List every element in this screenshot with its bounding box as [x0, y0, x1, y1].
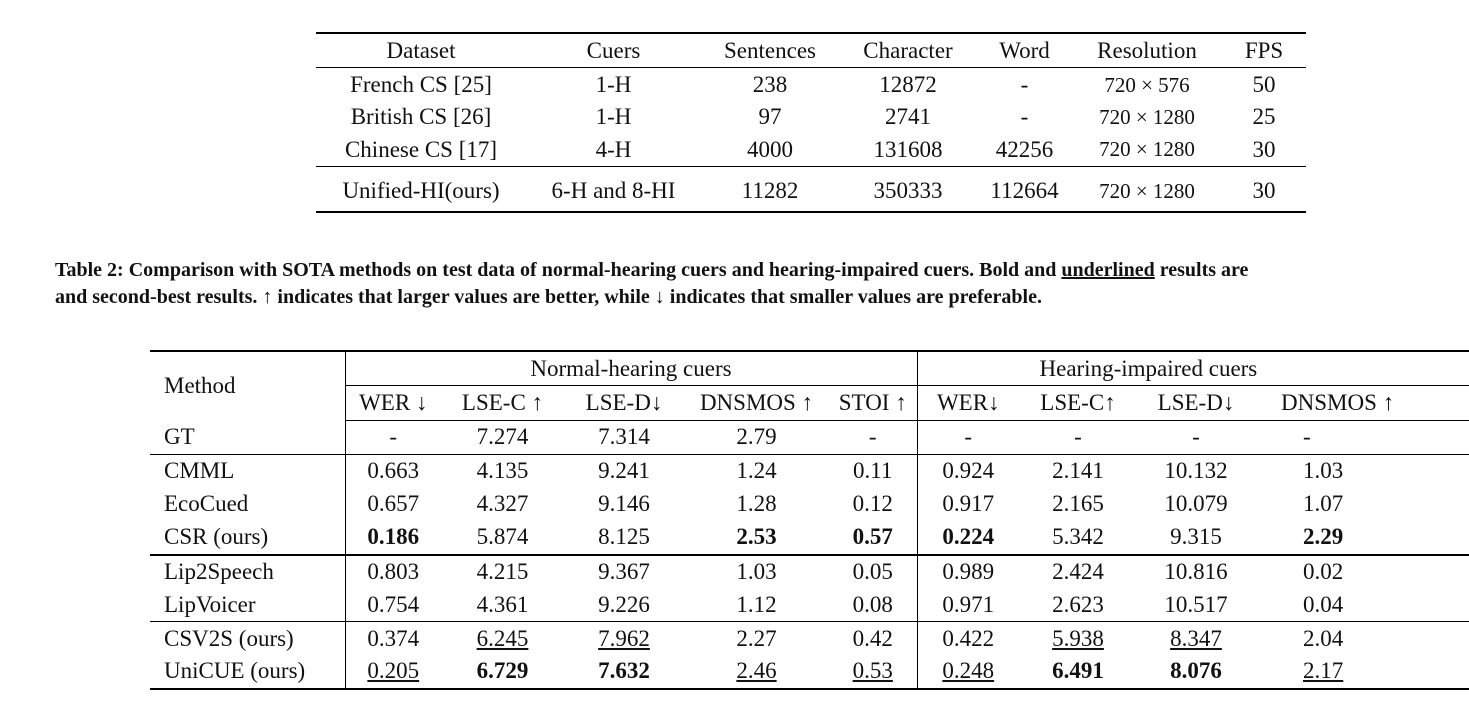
metric-value [1255, 488, 1469, 522]
caption-underlined-word: underlined [1061, 259, 1155, 281]
normal-wer-header: WER ↓ [345, 386, 441, 421]
metric-value-text: - [389, 424, 398, 450]
metric-value-text: 6.491 [1052, 658, 1104, 684]
metric-value [345, 555, 441, 589]
metric-value-text: 8.347 [1170, 625, 1222, 651]
metric-value [1019, 454, 1137, 488]
normal-stoi-header: STOI ↑ [829, 386, 917, 421]
impaired-wer-header: WER↓ [917, 386, 1019, 421]
sentences-cell: 11282 [701, 167, 839, 213]
metric-value-text: 1.03 [1303, 458, 1344, 483]
metric-value-text: - [1074, 424, 1082, 450]
dataset-name: French CS [25] [350, 72, 492, 98]
metric-value [1255, 521, 1469, 555]
metric-value-text: 0.248 [942, 658, 995, 684]
metric-value-text: 0.08 [852, 591, 893, 617]
metric-value [441, 655, 564, 689]
metric-value [1019, 488, 1137, 522]
table1-header-cell: Resolution [1072, 33, 1222, 68]
metric-value-text: 6.729 [476, 658, 529, 684]
table-row [316, 101, 1306, 134]
metric-value [917, 454, 1019, 488]
metric-value-text: 0.989 [942, 558, 995, 584]
metric-value [1255, 655, 1469, 689]
metric-value-text: - [1303, 424, 1311, 450]
hearing-impaired-group-header: Hearing-impaired cuers [917, 351, 1469, 386]
metric-value [1019, 555, 1137, 589]
metric-value-text: 10.517 [1164, 591, 1228, 617]
impaired-lse-d-header: LSE-D↓ [1137, 386, 1255, 421]
metric-value [684, 555, 829, 589]
metric-value [829, 555, 917, 589]
sota-comparison-table [150, 350, 1469, 690]
caption-text: Table 2: Comparison with SOTA methods on test data of normal-hearing cuers and hearing-impaired cuers. Bold and [55, 259, 1062, 281]
metric-value [345, 588, 441, 622]
resolution-cell: 720 × 1280 [1072, 167, 1222, 213]
metric-value [684, 488, 829, 522]
method-header: Method [150, 351, 345, 421]
metric-value [1019, 588, 1137, 622]
metric-value-text: 0.754 [367, 591, 420, 617]
character-cell: 131608 [873, 136, 943, 162]
metric-value-text: 10.816 [1164, 558, 1228, 584]
metric-value [441, 588, 564, 622]
table-row [150, 421, 1469, 455]
caption-text: results are [1154, 259, 1249, 281]
fps-cell: 30 [1252, 136, 1276, 162]
metric-value-text: - [868, 424, 877, 450]
cuers-cell: 6-H and 8-HI [526, 167, 701, 213]
metric-value [917, 555, 1019, 589]
sentences-cell: 238 [752, 72, 788, 98]
metric-value [1137, 488, 1255, 522]
metric-value-text: 0.04 [1303, 591, 1344, 617]
metric-value [1137, 588, 1255, 622]
metric-value-text: 7.274 [476, 424, 529, 450]
metric-value [345, 622, 441, 656]
resolution-cell: 720 × 1280 [1099, 104, 1195, 129]
metric-value-text: 8.076 [1170, 658, 1222, 684]
metric-value-text: 2.27 [736, 625, 777, 651]
metric-value-text: 9.146 [598, 491, 650, 517]
metric-value-text: 4.327 [476, 491, 529, 517]
metric-value [345, 655, 441, 689]
table-row [316, 134, 1306, 167]
metric-value [441, 421, 564, 455]
metric-value [1019, 655, 1137, 689]
metric-value-text: 9.241 [598, 458, 650, 483]
method-name: UniCUE (ours) [150, 655, 345, 689]
caption-line-2: and second-best results. ↑ indicates that larger values are better, while ↓ indicates that smaller values are preferable. [55, 286, 1042, 308]
metric-value-text: 2.29 [1303, 524, 1344, 550]
table1-header-cell: Character [839, 33, 977, 68]
metric-value-text: 7.962 [598, 625, 650, 651]
dataset-name: British CS [26] [350, 104, 492, 129]
metric-value-text: 0.663 [367, 458, 420, 483]
metric-value [1137, 655, 1255, 689]
fps-cell: 30 [1222, 167, 1306, 213]
metric-value [917, 655, 1019, 689]
metric-value-text: 0.02 [1303, 558, 1344, 584]
table1-header-cell: FPS [1222, 33, 1306, 68]
sentences-cell: 97 [758, 104, 782, 129]
metric-value [564, 555, 684, 589]
dataset-name: Chinese CS [17] [344, 136, 498, 162]
metric-value [917, 421, 1019, 455]
metric-value-text: 2.79 [736, 424, 777, 450]
resolution-cell: 720 × 1280 [1099, 137, 1195, 162]
metric-value [684, 622, 829, 656]
word-cell: - [1020, 72, 1029, 98]
table-row [150, 588, 1469, 622]
normal-lse-c-header: LSE-C ↑ [441, 386, 564, 421]
metric-value [684, 521, 829, 555]
table1-header-row [316, 33, 1306, 68]
metric-value-text: 4.135 [476, 458, 529, 483]
metric-value [1019, 521, 1137, 555]
table-row [150, 488, 1469, 522]
metric-value-text: 0.57 [852, 524, 893, 550]
metric-value [684, 655, 829, 689]
metric-value-text: 5.938 [1052, 625, 1104, 651]
dataset-name: Unified-HI(ours) [316, 167, 526, 213]
metric-value [684, 421, 829, 455]
method-name: CSV2S (ours) [150, 622, 345, 656]
metric-value-text: 1.24 [736, 458, 777, 483]
metric-value-text: 6.245 [476, 625, 529, 651]
metric-value [441, 521, 564, 555]
metric-value-text: 9.226 [598, 591, 650, 617]
metric-value-text: - [1192, 424, 1200, 450]
metric-value [1255, 454, 1469, 488]
character-cell: 350333 [839, 167, 977, 213]
metric-value-text: 5.874 [476, 524, 529, 550]
table1-header-cell: Sentences [701, 33, 839, 68]
metric-value [829, 488, 917, 522]
metric-value [441, 454, 564, 488]
metric-value [564, 622, 684, 656]
method-name: GT [150, 421, 345, 455]
metric-value-text: 0.12 [852, 491, 893, 517]
metric-value [917, 588, 1019, 622]
metric-value-text: 1.28 [736, 491, 777, 517]
metric-value [1137, 421, 1255, 455]
metric-value-text: 2.53 [736, 524, 777, 550]
metric-value-text: 8.125 [598, 524, 650, 550]
normal-dnsmos-header: DNSMOS ↑ [684, 386, 829, 421]
metric-value [441, 622, 564, 656]
metric-value [1255, 421, 1469, 455]
metric-value [345, 521, 441, 555]
table1-header-cell: Cuers [526, 33, 701, 68]
metric-value-text: 2.17 [1303, 658, 1344, 684]
metric-value-text: 7.632 [598, 658, 650, 684]
metric-value [564, 421, 684, 455]
metric-value [345, 454, 441, 488]
impaired-dnsmos-header: DNSMOS ↑ [1255, 386, 1469, 421]
metric-value [829, 622, 917, 656]
word-cell: 112664 [977, 167, 1072, 213]
method-name: Lip2Speech [150, 555, 345, 589]
metric-value-text: 9.315 [1170, 524, 1222, 550]
metric-value-text: 0.917 [942, 491, 995, 517]
metric-value-text: 0.971 [942, 591, 995, 617]
metric-value-text: 0.803 [367, 558, 420, 584]
metric-value [829, 521, 917, 555]
word-cell: 42256 [995, 136, 1054, 162]
cuers-cell: 1-H [595, 72, 632, 98]
metric-value-text: 0.42 [852, 625, 893, 651]
resolution-cell: 720 × 576 [1104, 72, 1190, 97]
metric-value-text: 0.657 [367, 491, 420, 517]
metric-value-text: 0.924 [942, 458, 995, 483]
metric-value [564, 655, 684, 689]
word-cell: - [1020, 104, 1029, 129]
normal-lse-d-header: LSE-D↓ [564, 386, 684, 421]
metric-value-text: 2.623 [1052, 591, 1104, 617]
metric-value [345, 488, 441, 522]
metric-value [564, 454, 684, 488]
metric-value-text: 0.53 [852, 658, 893, 684]
metric-value [684, 588, 829, 622]
cuers-cell: 1-H [595, 104, 632, 129]
metric-value [1255, 622, 1469, 656]
metric-value-text: 0.422 [942, 625, 995, 651]
metric-value [1255, 555, 1469, 589]
fps-cell: 50 [1252, 72, 1276, 98]
metric-value-text: 2.141 [1052, 458, 1104, 483]
metric-value-text: 7.314 [598, 424, 650, 450]
table-row [150, 622, 1469, 656]
metric-value [829, 421, 917, 455]
metric-value [564, 521, 684, 555]
table1-header-cell: Dataset [316, 33, 526, 68]
metric-value-text: 0.186 [367, 524, 420, 550]
metric-value-text: 0.374 [367, 625, 420, 651]
metric-value [917, 521, 1019, 555]
metric-value-text: 4.215 [476, 558, 529, 584]
metric-value-text: 1.03 [736, 558, 777, 584]
fps-cell: 25 [1252, 104, 1276, 129]
metric-value [1137, 521, 1255, 555]
metric-value-text: - [964, 424, 973, 450]
impaired-lse-c-header: LSE-C↑ [1019, 386, 1137, 421]
table-row [150, 454, 1469, 488]
group-header-row [150, 351, 1469, 386]
metric-value [564, 488, 684, 522]
method-name: EcoCued [150, 488, 345, 522]
table-row [150, 521, 1469, 555]
metric-value-text: 2.46 [736, 658, 777, 684]
metric-value [829, 454, 917, 488]
metric-value [829, 588, 917, 622]
character-cell: 12872 [879, 72, 937, 98]
method-name: CSR (ours) [150, 521, 345, 555]
metric-value-text: 2.165 [1052, 491, 1104, 517]
metric-value [917, 622, 1019, 656]
metric-value [1019, 421, 1137, 455]
metric-value-text: 0.05 [852, 558, 893, 584]
metric-value [441, 555, 564, 589]
metric-value [1137, 454, 1255, 488]
metric-value [829, 655, 917, 689]
metric-value-text: 10.079 [1164, 491, 1228, 517]
metric-value-text: 2.04 [1303, 625, 1344, 651]
normal-hearing-group-header: Normal-hearing cuers [345, 351, 917, 386]
metric-value-text: 5.342 [1052, 524, 1104, 550]
table-row [150, 555, 1469, 589]
metric-value [441, 488, 564, 522]
metric-value-text: 4.361 [476, 591, 529, 617]
metric-value-text: 0.11 [853, 458, 893, 483]
metric-value [1255, 588, 1469, 622]
metric-value [684, 454, 829, 488]
caption-line-1 [55, 257, 1469, 284]
metric-value [1137, 555, 1255, 589]
metric-value [1019, 622, 1137, 656]
metric-value-text: 0.224 [942, 524, 995, 550]
metric-header-row [150, 386, 1469, 421]
method-name: CMML [150, 454, 345, 488]
metric-value-text: 9.367 [598, 558, 650, 584]
sentences-cell: 4000 [747, 136, 793, 162]
cuers-cell: 4-H [595, 136, 632, 162]
metric-value-text: 2.424 [1052, 558, 1104, 584]
character-cell: 2741 [885, 104, 931, 129]
table-row [150, 655, 1469, 689]
table-row [316, 167, 1306, 213]
table-row [316, 68, 1306, 101]
metric-value-text: 10.132 [1164, 458, 1228, 483]
metric-value-text: 0.205 [367, 658, 420, 684]
metric-value [564, 588, 684, 622]
metric-value-text: 1.12 [736, 591, 777, 617]
metric-value [917, 488, 1019, 522]
metric-value-text: 1.07 [1303, 491, 1344, 517]
dataset-comparison-table [316, 32, 1306, 213]
table1-header-cell: Word [977, 33, 1072, 68]
metric-value [1137, 622, 1255, 656]
method-name: LipVoicer [150, 588, 345, 622]
table2-caption [55, 257, 1469, 311]
metric-value [345, 421, 441, 455]
